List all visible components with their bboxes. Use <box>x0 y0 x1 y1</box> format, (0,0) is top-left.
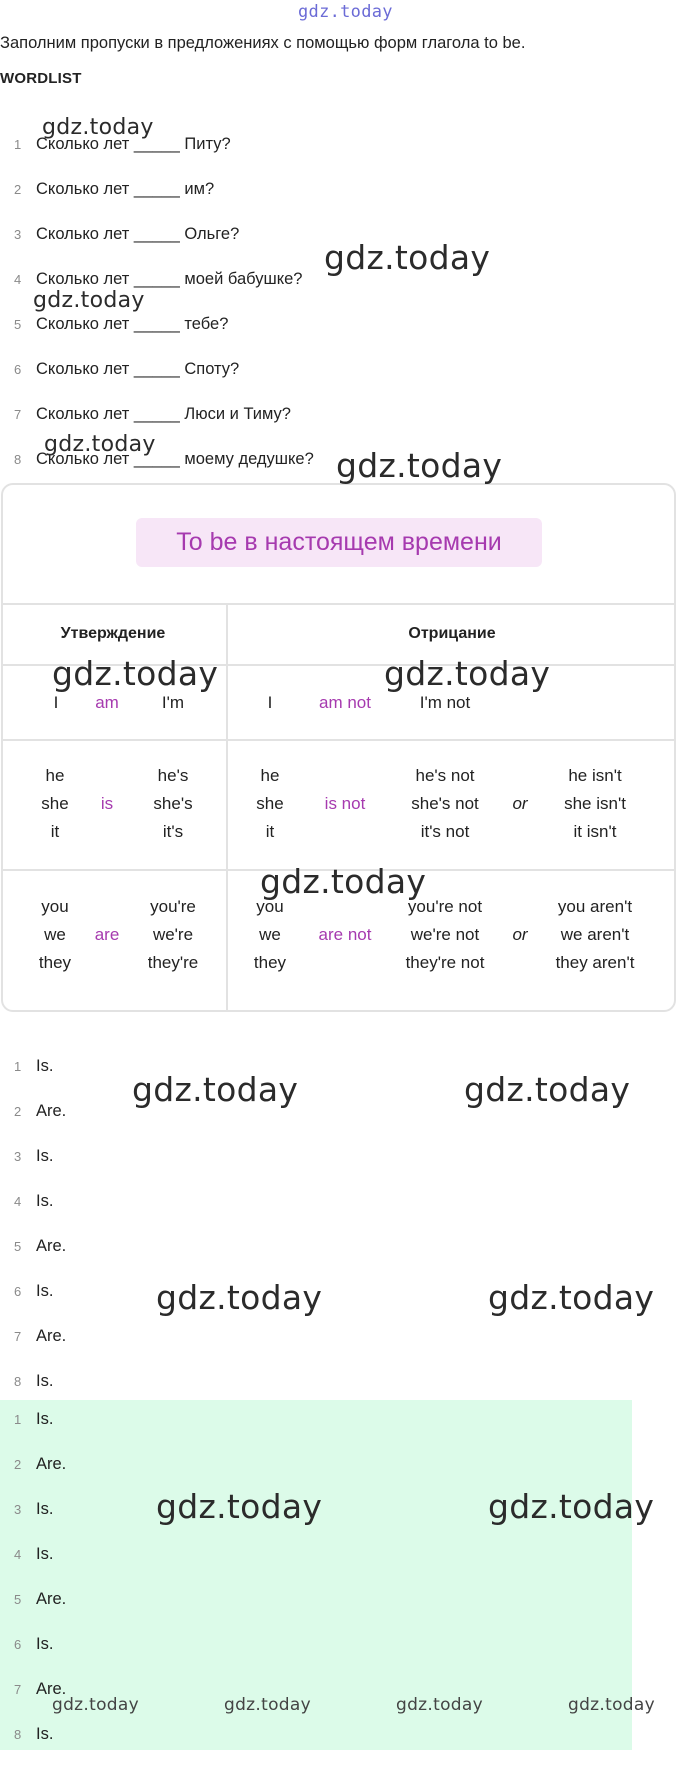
watermark-top: gdz.today <box>298 2 393 22</box>
item-number: 8 <box>14 452 22 467</box>
alt-form: they aren't <box>555 953 635 972</box>
alt-form: he isn't <box>568 766 622 785</box>
item-number: 6 <box>14 362 22 377</box>
item-number: 2 <box>14 1457 22 1472</box>
item-number: 5 <box>14 1592 22 1607</box>
short-form: we're not <box>410 925 480 944</box>
answer-text: Is. <box>36 1725 54 1743</box>
watermark: gdz.today <box>488 1278 655 1317</box>
watermark: gdz.today <box>464 1070 631 1109</box>
answer-text: Are. <box>36 1237 67 1255</box>
item-number: 5 <box>14 1239 22 1254</box>
question-text: Сколько лет _____ моей бабушке? <box>36 270 303 288</box>
wordlist-link[interactable]: WORDLIST <box>0 70 82 87</box>
watermark: gdz.today <box>156 1278 323 1317</box>
verb-form: am <box>95 693 119 712</box>
watermark: gdz.today <box>396 1695 483 1715</box>
verb-form: is <box>100 794 114 813</box>
list-item <box>0 1723 600 1768</box>
item-number: 6 <box>14 1284 22 1299</box>
answer-text: Are. <box>36 1102 67 1120</box>
question-text: Сколько лет _____ Люси и Тиму? <box>36 405 291 423</box>
answer-text: Is. <box>36 1147 54 1165</box>
pronoun: I <box>53 693 59 712</box>
item-number: 4 <box>14 272 22 287</box>
short-form: she's <box>153 794 193 813</box>
list-item <box>0 1235 600 1280</box>
pronoun: you <box>41 897 69 916</box>
pronoun: we <box>259 925 281 944</box>
watermark: gdz.today <box>52 654 219 693</box>
answer-list <box>0 1055 600 1415</box>
pronoun: they <box>38 953 72 972</box>
watermark: gdz.today <box>324 238 491 277</box>
watermark: gdz.today <box>336 446 503 485</box>
table-title: To be в настоящем времени <box>136 518 542 567</box>
item-number: 2 <box>14 1104 22 1119</box>
question-text: Сколько лет _____ им? <box>36 180 215 198</box>
item-number: 5 <box>14 317 22 332</box>
list-item <box>0 1325 600 1370</box>
short-form: you're not <box>407 897 483 916</box>
list-item <box>0 358 600 403</box>
watermark: gdz.today <box>224 1695 311 1715</box>
short-form: we're <box>152 925 194 944</box>
watermark: gdz.today <box>568 1695 655 1715</box>
alt-form: it isn't <box>573 822 617 841</box>
answer-text: Are. <box>36 1590 67 1608</box>
short-form: they're not <box>405 953 485 972</box>
item-number: 1 <box>14 137 22 152</box>
watermark: gdz.today <box>44 432 156 457</box>
short-form: you're <box>150 897 196 916</box>
watermark: gdz.today <box>132 1070 299 1109</box>
short-form: it's not <box>420 822 470 841</box>
short-form: she's not <box>411 794 479 813</box>
pronoun: we <box>44 925 66 944</box>
or-label: or <box>512 925 528 944</box>
list-item <box>0 313 600 358</box>
answer-text: Is. <box>36 1500 54 1518</box>
pronoun: they <box>253 953 287 972</box>
item-number: 3 <box>14 1149 22 1164</box>
short-form: he's <box>157 766 189 785</box>
header-affirmative: Утверждение <box>60 625 166 642</box>
list-item <box>0 1145 600 1190</box>
item-number: 6 <box>14 1637 22 1652</box>
list-item <box>0 223 600 268</box>
question-text: Сколько лет _____ Ольге? <box>36 225 240 243</box>
intro-text: Заполним пропуски в предложениях с помощью форм глагола to be. <box>0 34 526 52</box>
watermark: gdz.today <box>52 1695 139 1715</box>
list-item <box>0 1408 600 1453</box>
answer-text: Are. <box>36 1455 67 1473</box>
list-item <box>0 178 600 223</box>
pronoun: he <box>45 766 65 785</box>
question-text: Сколько лет _____ Питу? <box>36 135 231 153</box>
item-number: 4 <box>14 1194 22 1209</box>
item-number: 1 <box>14 1059 22 1074</box>
alt-form: we aren't <box>560 925 630 944</box>
pronoun: she <box>41 794 69 813</box>
watermark: gdz.today <box>260 862 427 901</box>
alt-form: she isn't <box>564 794 626 813</box>
list-item <box>0 1588 600 1633</box>
watermark: gdz.today <box>384 654 551 693</box>
divider <box>1 739 676 741</box>
short-form: it's <box>162 822 184 841</box>
answer-text: Is. <box>36 1635 54 1653</box>
alt-form: you aren't <box>557 897 633 916</box>
verb-form: is not <box>324 794 366 813</box>
answer-text: Are. <box>36 1327 67 1345</box>
item-number: 2 <box>14 182 22 197</box>
divider <box>226 604 228 1012</box>
item-number: 3 <box>14 227 22 242</box>
question-text: Сколько лет _____ моему дедушке? <box>36 450 314 468</box>
watermark: gdz.today <box>156 1487 323 1526</box>
short-form: I'm not <box>419 693 471 712</box>
watermark: gdz.today <box>33 288 145 313</box>
item-number: 1 <box>14 1412 22 1427</box>
short-form: I'm <box>161 693 185 712</box>
item-number: 8 <box>14 1374 22 1389</box>
list-item <box>0 1190 600 1235</box>
answer-text: Are. <box>36 1680 67 1698</box>
list-item <box>0 1543 600 1588</box>
answer-text: Is. <box>36 1410 54 1428</box>
pronoun: it <box>50 822 60 841</box>
pronoun: it <box>265 822 275 841</box>
short-form: he's not <box>415 766 475 785</box>
verb-form: are not <box>318 925 372 944</box>
answer-text: Is. <box>36 1545 54 1563</box>
answer-text: Is. <box>36 1372 54 1390</box>
item-number: 3 <box>14 1502 22 1517</box>
pronoun: you <box>256 897 284 916</box>
item-number: 8 <box>14 1727 22 1742</box>
pronoun: I <box>267 693 273 712</box>
answer-text: Is. <box>36 1057 54 1075</box>
divider <box>1 603 676 605</box>
item-number: 7 <box>14 1329 22 1344</box>
item-number: 7 <box>14 407 22 422</box>
header-negative: Отрицание <box>408 625 496 642</box>
or-label: or <box>512 794 528 813</box>
question-text: Сколько лет _____ тебе? <box>36 315 229 333</box>
pronoun: he <box>260 766 280 785</box>
verb-form: am not <box>319 693 371 712</box>
item-number: 4 <box>14 1547 22 1562</box>
watermark: gdz.today <box>488 1487 655 1526</box>
verb-form: are <box>94 925 120 944</box>
answer-text: Is. <box>36 1192 54 1210</box>
question-text: Сколько лет _____ Споту? <box>36 360 240 378</box>
pronoun: she <box>256 794 284 813</box>
answer-text: Is. <box>36 1282 54 1300</box>
item-number: 7 <box>14 1682 22 1697</box>
list-item <box>0 1633 600 1678</box>
watermark: gdz.today <box>42 115 154 140</box>
short-form: they're <box>147 953 199 972</box>
